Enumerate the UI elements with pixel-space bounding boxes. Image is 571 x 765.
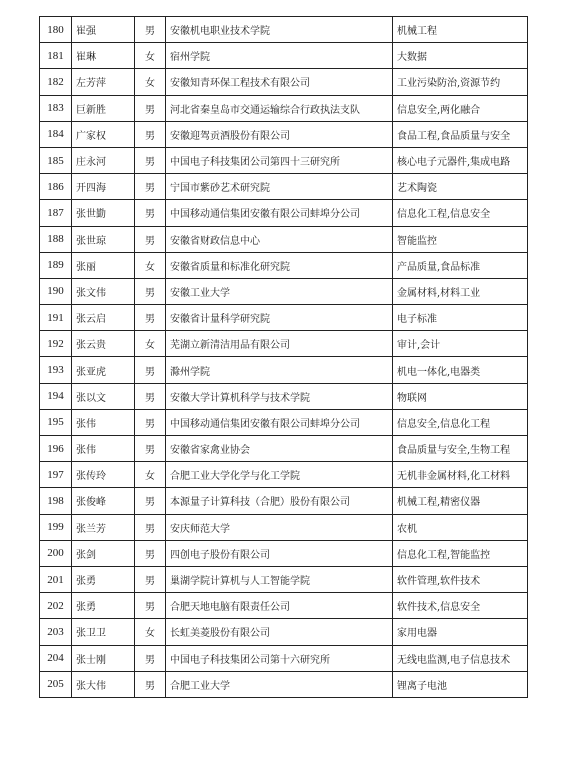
expert-table-body bbox=[40, 17, 528, 698]
organization-cell: 中国移动通信集团安徽有限公司蚌埠分公司 bbox=[166, 409, 393, 435]
field-cell: 工业污染防治,资源节约 bbox=[393, 69, 528, 95]
organization-cell: 巢湖学院计算机与人工智能学院 bbox=[166, 566, 393, 592]
field-cell: 机电一体化,电器类 bbox=[393, 357, 528, 383]
name-cell: 张剑 bbox=[72, 540, 135, 566]
field-cell: 食品工程,食品质量与安全 bbox=[393, 121, 528, 147]
name-cell: 庄永河 bbox=[72, 147, 135, 173]
field-cell: 软件管理,软件技术 bbox=[393, 566, 528, 592]
field-cell: 审计,会计 bbox=[393, 331, 528, 357]
table-row bbox=[40, 357, 528, 383]
field-cell: 金属材料,材料工业 bbox=[393, 278, 528, 304]
gender-cell: 女 bbox=[135, 69, 166, 95]
gender-cell: 女 bbox=[135, 462, 166, 488]
row-number: 200 bbox=[40, 540, 72, 566]
row-number: 205 bbox=[40, 671, 72, 697]
row-number: 201 bbox=[40, 566, 72, 592]
organization-cell: 芜湖立新清洁用品有限公司 bbox=[166, 331, 393, 357]
name-cell: 张传玲 bbox=[72, 462, 135, 488]
table-row bbox=[40, 409, 528, 435]
row-number: 199 bbox=[40, 514, 72, 540]
gender-cell: 男 bbox=[135, 121, 166, 147]
organization-cell: 合肥天地电脑有限责任公司 bbox=[166, 593, 393, 619]
table-row bbox=[40, 200, 528, 226]
gender-cell: 男 bbox=[135, 436, 166, 462]
name-cell: 张勇 bbox=[72, 593, 135, 619]
row-number: 194 bbox=[40, 383, 72, 409]
table-row bbox=[40, 566, 528, 592]
name-cell: 张伟 bbox=[72, 436, 135, 462]
field-cell: 信息化工程,信息安全 bbox=[393, 200, 528, 226]
field-cell: 家用电器 bbox=[393, 619, 528, 645]
name-cell: 巨新胜 bbox=[72, 95, 135, 121]
gender-cell: 女 bbox=[135, 252, 166, 278]
gender-cell: 男 bbox=[135, 383, 166, 409]
row-number: 186 bbox=[40, 174, 72, 200]
organization-cell: 中国移动通信集团安徽有限公司蚌埠分公司 bbox=[166, 200, 393, 226]
organization-cell: 长虹美菱股份有限公司 bbox=[166, 619, 393, 645]
gender-cell: 男 bbox=[135, 305, 166, 331]
name-cell: 张勇 bbox=[72, 566, 135, 592]
name-cell: 张卫卫 bbox=[72, 619, 135, 645]
gender-cell: 男 bbox=[135, 95, 166, 121]
name-cell: 广家权 bbox=[72, 121, 135, 147]
name-cell: 张世勤 bbox=[72, 200, 135, 226]
gender-cell: 男 bbox=[135, 17, 166, 43]
organization-cell: 安徽省计量科学研究院 bbox=[166, 305, 393, 331]
row-number: 187 bbox=[40, 200, 72, 226]
row-number: 193 bbox=[40, 357, 72, 383]
field-cell: 智能监控 bbox=[393, 226, 528, 252]
organization-cell: 安徽省财政信息中心 bbox=[166, 226, 393, 252]
organization-cell: 安徽机电职业技术学院 bbox=[166, 17, 393, 43]
gender-cell: 女 bbox=[135, 43, 166, 69]
row-number: 181 bbox=[40, 43, 72, 69]
name-cell: 崔琳 bbox=[72, 43, 135, 69]
organization-cell: 滁州学院 bbox=[166, 357, 393, 383]
row-number: 202 bbox=[40, 593, 72, 619]
gender-cell: 男 bbox=[135, 226, 166, 252]
organization-cell: 中国电子科技集团公司第四十三研究所 bbox=[166, 147, 393, 173]
name-cell: 张士刚 bbox=[72, 645, 135, 671]
gender-cell: 男 bbox=[135, 409, 166, 435]
field-cell: 机械工程 bbox=[393, 17, 528, 43]
table-row bbox=[40, 540, 528, 566]
row-number: 195 bbox=[40, 409, 72, 435]
table-row bbox=[40, 226, 528, 252]
field-cell: 产品质量,食品标准 bbox=[393, 252, 528, 278]
organization-cell: 河北省秦皇岛市交通运输综合行政执法支队 bbox=[166, 95, 393, 121]
organization-cell: 本源量子计算科技（合肥）股份有限公司 bbox=[166, 488, 393, 514]
name-cell: 张伟 bbox=[72, 409, 135, 435]
expert-table bbox=[39, 16, 528, 698]
row-number: 185 bbox=[40, 147, 72, 173]
gender-cell: 男 bbox=[135, 540, 166, 566]
row-number: 190 bbox=[40, 278, 72, 304]
field-cell: 无线电监测,电子信息技术 bbox=[393, 645, 528, 671]
name-cell: 张文伟 bbox=[72, 278, 135, 304]
gender-cell: 男 bbox=[135, 671, 166, 697]
field-cell: 电子标准 bbox=[393, 305, 528, 331]
table-row bbox=[40, 331, 528, 357]
table-row bbox=[40, 462, 528, 488]
table-row bbox=[40, 619, 528, 645]
table-row bbox=[40, 383, 528, 409]
name-cell: 张丽 bbox=[72, 252, 135, 278]
organization-cell: 宁国市紫砂艺术研究院 bbox=[166, 174, 393, 200]
organization-cell: 安徽工业大学 bbox=[166, 278, 393, 304]
row-number: 203 bbox=[40, 619, 72, 645]
gender-cell: 男 bbox=[135, 593, 166, 619]
name-cell: 张以文 bbox=[72, 383, 135, 409]
table-row bbox=[40, 121, 528, 147]
field-cell: 核心电子元器件,集成电路 bbox=[393, 147, 528, 173]
table-row bbox=[40, 147, 528, 173]
organization-cell: 安徽省家禽业协会 bbox=[166, 436, 393, 462]
organization-cell: 合肥工业大学 bbox=[166, 671, 393, 697]
table-row bbox=[40, 174, 528, 200]
row-number: 183 bbox=[40, 95, 72, 121]
gender-cell: 男 bbox=[135, 488, 166, 514]
field-cell: 软件技术,信息安全 bbox=[393, 593, 528, 619]
organization-cell: 安徽迎驾贡酒股份有限公司 bbox=[166, 121, 393, 147]
field-cell: 锂离子电池 bbox=[393, 671, 528, 697]
name-cell: 张云启 bbox=[72, 305, 135, 331]
organization-cell: 宿州学院 bbox=[166, 43, 393, 69]
table-row bbox=[40, 252, 528, 278]
field-cell: 大数据 bbox=[393, 43, 528, 69]
row-number: 198 bbox=[40, 488, 72, 514]
name-cell: 张兰芳 bbox=[72, 514, 135, 540]
row-number: 197 bbox=[40, 462, 72, 488]
gender-cell: 男 bbox=[135, 514, 166, 540]
row-number: 204 bbox=[40, 645, 72, 671]
name-cell: 左芳萍 bbox=[72, 69, 135, 95]
gender-cell: 男 bbox=[135, 278, 166, 304]
table-row bbox=[40, 514, 528, 540]
organization-cell: 安徽大学计算机科学与技术学院 bbox=[166, 383, 393, 409]
organization-cell: 四创电子股份有限公司 bbox=[166, 540, 393, 566]
gender-cell: 男 bbox=[135, 645, 166, 671]
row-number: 189 bbox=[40, 252, 72, 278]
organization-cell: 合肥工业大学化学与化工学院 bbox=[166, 462, 393, 488]
organization-cell: 安庆师范大学 bbox=[166, 514, 393, 540]
field-cell: 信息安全,两化融合 bbox=[393, 95, 528, 121]
table-row bbox=[40, 645, 528, 671]
gender-cell: 男 bbox=[135, 174, 166, 200]
name-cell: 张大伟 bbox=[72, 671, 135, 697]
table-row bbox=[40, 278, 528, 304]
table-row bbox=[40, 671, 528, 697]
table-row bbox=[40, 69, 528, 95]
row-number: 188 bbox=[40, 226, 72, 252]
row-number: 182 bbox=[40, 69, 72, 95]
table-row bbox=[40, 305, 528, 331]
table-row bbox=[40, 488, 528, 514]
organization-cell: 安徽知青环保工程技术有限公司 bbox=[166, 69, 393, 95]
field-cell: 食品质量与安全,生物工程 bbox=[393, 436, 528, 462]
table-row bbox=[40, 43, 528, 69]
organization-cell: 安徽省质量和标准化研究院 bbox=[166, 252, 393, 278]
gender-cell: 女 bbox=[135, 331, 166, 357]
table-row bbox=[40, 17, 528, 43]
gender-cell: 男 bbox=[135, 200, 166, 226]
name-cell: 崔强 bbox=[72, 17, 135, 43]
field-cell: 物联网 bbox=[393, 383, 528, 409]
gender-cell: 女 bbox=[135, 619, 166, 645]
table-row bbox=[40, 593, 528, 619]
name-cell: 张云贵 bbox=[72, 331, 135, 357]
name-cell: 张俊峰 bbox=[72, 488, 135, 514]
field-cell: 信息安全,信息化工程 bbox=[393, 409, 528, 435]
row-number: 196 bbox=[40, 436, 72, 462]
row-number: 191 bbox=[40, 305, 72, 331]
field-cell: 信息化工程,智能监控 bbox=[393, 540, 528, 566]
gender-cell: 男 bbox=[135, 566, 166, 592]
name-cell: 张亚虎 bbox=[72, 357, 135, 383]
name-cell: 张世琼 bbox=[72, 226, 135, 252]
table-row bbox=[40, 436, 528, 462]
field-cell: 农机 bbox=[393, 514, 528, 540]
gender-cell: 男 bbox=[135, 357, 166, 383]
gender-cell: 男 bbox=[135, 147, 166, 173]
organization-cell: 中国电子科技集团公司第十六研究所 bbox=[166, 645, 393, 671]
row-number: 180 bbox=[40, 17, 72, 43]
field-cell: 机械工程,精密仪器 bbox=[393, 488, 528, 514]
table-row bbox=[40, 95, 528, 121]
row-number: 184 bbox=[40, 121, 72, 147]
field-cell: 艺术陶瓷 bbox=[393, 174, 528, 200]
field-cell: 无机非金属材料,化工材料 bbox=[393, 462, 528, 488]
name-cell: 开四海 bbox=[72, 174, 135, 200]
row-number: 192 bbox=[40, 331, 72, 357]
